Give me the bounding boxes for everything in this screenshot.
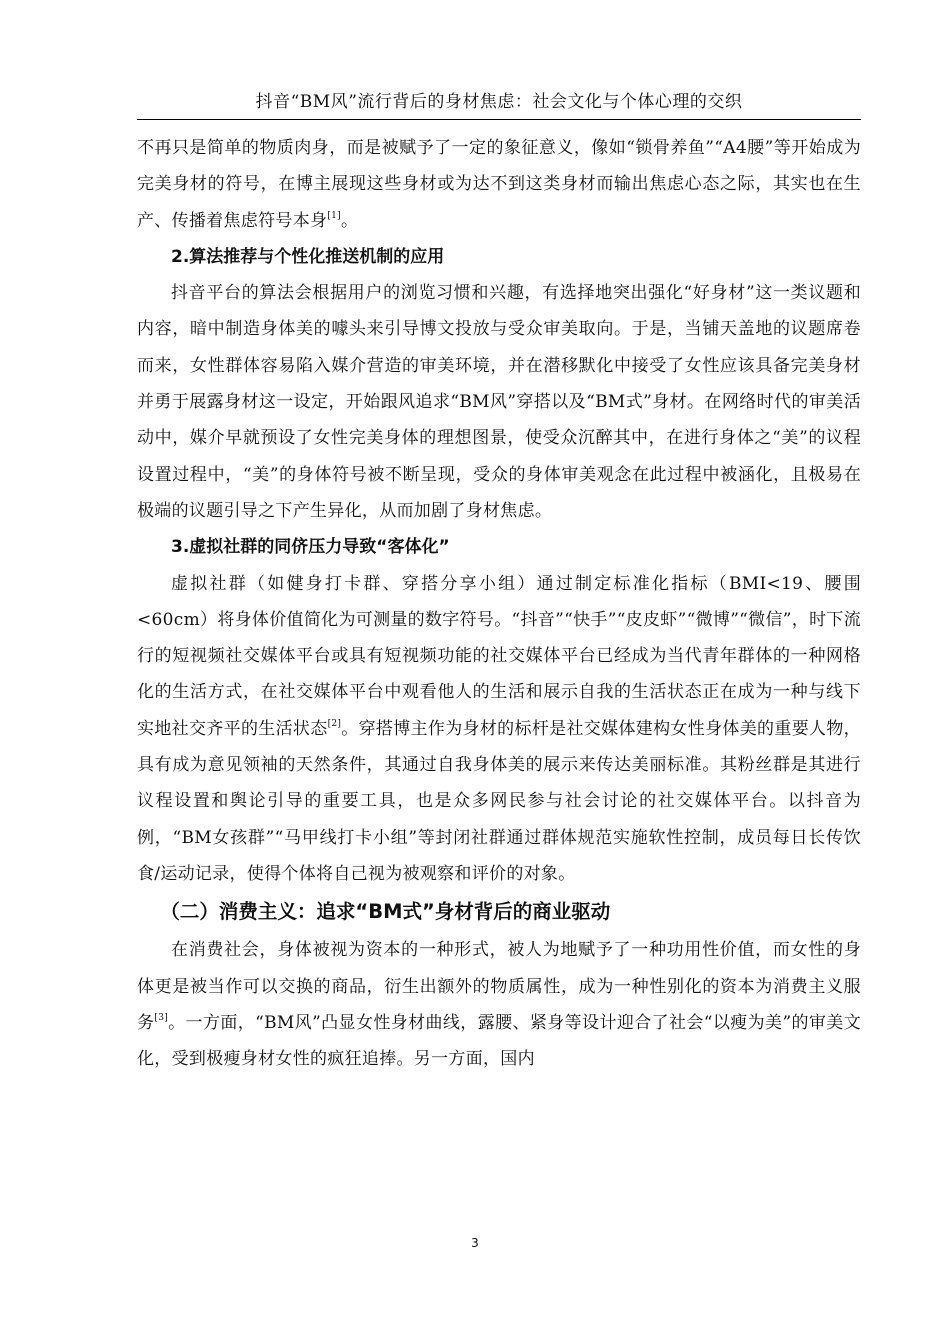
- paragraph-consumerism: [137, 932, 861, 1077]
- paragraph-algorithm: 抖音平台的算法会根据用户的浏览习惯和兴趣，有选择地突出强化“好身材”这一类议题和内容，暗中制造身体美的噱头来引导博文投放与受众审美取向。于是，当铺天盖地的议题席卷而来，女性群体容易陷入媒介营造的审美环境，并在潜移默化中接受了女性应该具备完美身材并勇于展露身材这一设定，开始跟风追求“BM风”穿搭以及“BM式”身材。在网络时代的审美活动中，媒介早就预设了女性完美身体的理想图景，使受众沉醉其中，在进行身体之“美”的议程设置过程中，“美”的身体符号被不断呈现，受众的身体审美观念在此过程中被涵化，且极易在极端的议题引导之下产生异化，从而加剧了身材焦虑。: [137, 283, 861, 521]
- citation: [1]: [327, 210, 341, 221]
- paragraph-end: 。: [340, 210, 359, 231]
- paragraph-text: 虚拟社群（如健身打卡群、穿搭分享小组）通过制定标准化指标（BMI<19、腰围<60cm）将身体价值简化为可测量的数字符号。“抖音”“快手”“皮皮虾”“微博”“微信”，时下流行的短视频社交媒体平台或具有短视频功能的社交媒体平台已经成为当代青年群体的一种网格化的生活方式，在社交媒体平台中观看他人的生活和展示自我的生活状态正在成为一种与线下实地社交齐平的生活状态: [137, 573, 861, 739]
- subsection-heading-2: 2.算法推荐与个性化推送机制的应用: [171, 246, 445, 267]
- page-number: 3: [471, 1236, 479, 1250]
- section-heading-consumerism: （二）消费主义：追求“BM式”身材背后的商业驱动: [160, 900, 611, 924]
- citation: [3]: [154, 1012, 169, 1023]
- paragraph-peer-pressure: [137, 566, 861, 893]
- paragraph-continued: [137, 130, 861, 239]
- header-rule: [137, 119, 861, 120]
- document-body: [137, 130, 861, 1077]
- paragraph-text: 在消费社会，身体被视为资本的一种形式，被人为地赋予了一种功用性价值，而女性的身体更是被当作可以交换的商品，衍生出额外的物质属性，成为一种性别化的资本为消费主义服务: [137, 940, 861, 1033]
- paragraph-text: 。穿搭博主作为身材的标杆是社交媒体建构女性身体美的重要人物，具有成为意见领袖的天然条件，其通过自我身体美的展示来传达美丽标准。其粉丝群是其进行议程设置和舆论引导的重要工具，也是众多网民参与社会讨论的社交媒体平台。以抖音为例，“BM女孩群”“马甲线打卡小组”等封闭社群通过群体规范实施软性控制，成员每日长传饮食/运动记录，使得个体将自己视为被观察和评价的对象。: [137, 718, 861, 884]
- subsection-heading-3: 3.虚拟社群的同侪压力导致“客体化”: [171, 537, 450, 558]
- citation: [2]: [327, 718, 342, 729]
- paragraph-text: 。一方面，“BM风”凸显女性身材曲线，露腰、紧身等设计迎合了社会“以瘦为美”的审美文化，受到极瘦身材女性的疯狂追捧。另一方面，国内: [137, 1012, 861, 1070]
- running-header: 抖音“BM风”流行背后的身材焦虑：社会文化与个体心理的交织: [255, 92, 743, 112]
- paragraph-text: 不再只是简单的物质肉身，而是被赋予了一定的象征意义，像如“锁骨养鱼”“A4腰”等开始成为完美身材的符号，在博主展现这些身材或为达不到这类身材而输出焦虑心态之际，其实也在生产、传播着焦虑符号本身: [137, 138, 861, 231]
